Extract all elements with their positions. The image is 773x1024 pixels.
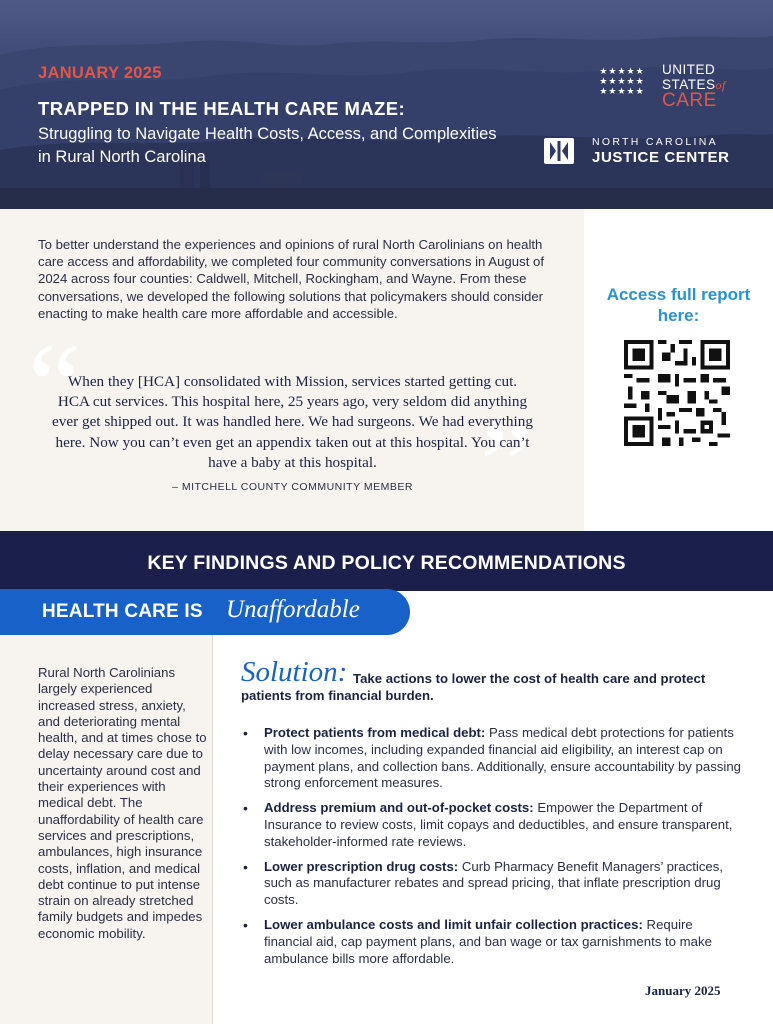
solution-heading: Solution: — [241, 656, 348, 688]
left-column — [0, 635, 213, 1024]
header-date: JANUARY 2025 — [38, 64, 162, 82]
list-item — [241, 917, 741, 967]
bullet-heading: Lower prescription drug costs: — [264, 858, 459, 874]
bullet-icon: • — [243, 800, 248, 817]
usc-logo-line2: STATES — [662, 77, 716, 92]
left-column-paragraph: Rural North Carolinians largely experienced increased stress, anxiety, and deteriorating mental health, and at times chose to delay necessary care due to uncertainty around cost and their experiences with medical debt. The unaffordability of health care services and prescriptions, ambulances, high insurance costs, inflation, and medical debt continue to put intense strain on already stretched family budgets and impedes economic mobility. — [38, 665, 207, 941]
bullet-icon: • — [243, 916, 248, 933]
page-title: TRAPPED IN THE HEALTH CARE MAZE: — [38, 98, 406, 119]
bullet-text: Curb Pharmacy Benefit Managers’ practices, such as manufacturer rebates and spread pricing, that inflate prescription drug costs. — [264, 858, 724, 908]
united-states-of-care-logo — [592, 60, 742, 114]
close-quote-icon: ” — [480, 398, 534, 531]
list-item — [241, 859, 741, 909]
njc-logo-line2: JUSTICE CENTER — [592, 149, 730, 166]
solution-lead: Take actions to lower the cost of health care and protect patients from financial burden. — [241, 671, 706, 703]
intro-section — [0, 209, 584, 531]
footer-date: January 2025 — [645, 983, 721, 998]
open-quote-icon: “ — [28, 318, 82, 451]
bullet-icon: • — [243, 725, 248, 741]
bullet-text: Require financial aid, cap payment plans, and ban wage or tax garnishments to make ambulance bills more affordable. — [264, 916, 712, 966]
bullet-text: Pass medical debt protections for patients with low incomes, including expanded financial aid eligibility, an interest cap on payment plans, and collection bans. Additionally, ensure accountability by passing strong enforcement measures. — [264, 725, 741, 791]
bullet-heading: Lower ambulance costs and limit unfair collection practices: — [264, 916, 643, 932]
list-item — [241, 800, 741, 850]
section-heading-italic: Unaffordable — [226, 596, 360, 623]
qr-panel — [584, 209, 773, 531]
bullet-text: Empower the Department of Insurance to review costs, limit copays and deductibles, and ensure transparent, stakeholder-informed rate reviews. — [264, 800, 733, 849]
bullet-heading: Address premium and out-of-pocket costs: — [264, 800, 534, 816]
bullet-icon: • — [243, 858, 248, 875]
njc-logo-line1: NORTH CAROLINA — [592, 136, 718, 148]
community-quote: When they [HCA] consolidated with Mission, services started getting cut. HCA cut services. This hospital here, 25 years ago, very seldom did anything ever get shipped out. It was handled here. We had surgeons. We had everything here. Now you can’t even get an appendix taken out at this hospital. You can’t have a baby at this hospital. — [52, 373, 533, 471]
usc-logo-care: CARE — [662, 90, 717, 111]
key-findings-title: KEY FINDINGS AND POLICY RECOMMENDATIONS — [147, 552, 626, 574]
quote-attribution: – MITCHELL COUNTY COMMUNITY MEMBER — [172, 481, 413, 493]
qr-code-icon[interactable] — [624, 340, 730, 446]
bullet-heading: Protect patients from medical debt: — [264, 725, 486, 740]
usc-logo-line1: UNITED — [662, 62, 716, 77]
page-subtitle: Struggling to Navigate Health Costs, Access, and Complexities in Rural North Carolina — [38, 125, 497, 166]
list-item — [241, 725, 741, 792]
recommendations-list — [241, 725, 741, 975]
usc-logo-of: of — [715, 78, 726, 92]
header-banner — [0, 0, 773, 209]
justice-center-mark-icon — [544, 138, 574, 164]
stars-icon: ★★★★★ ★★★★★ ★★★★★ — [599, 66, 645, 96]
section-heading-main: HEALTH CARE IS — [42, 601, 203, 622]
intro-paragraph: To better understand the experiences and opinions of rural North Carolinians on health care access and affordability, we completed four community conversations in August of 2024 across four counties: Caldwell, Mitchell, Rockingham, and Wayne. From these conversations, we developed the following solutions that policymakers should consider enacting to make health care more affordable and accessible. — [38, 237, 545, 321]
qr-label: Access full report here: — [606, 285, 751, 325]
key-findings-banner — [0, 531, 773, 591]
section-heading-pill — [0, 589, 410, 635]
nc-justice-center-logo — [544, 136, 744, 168]
